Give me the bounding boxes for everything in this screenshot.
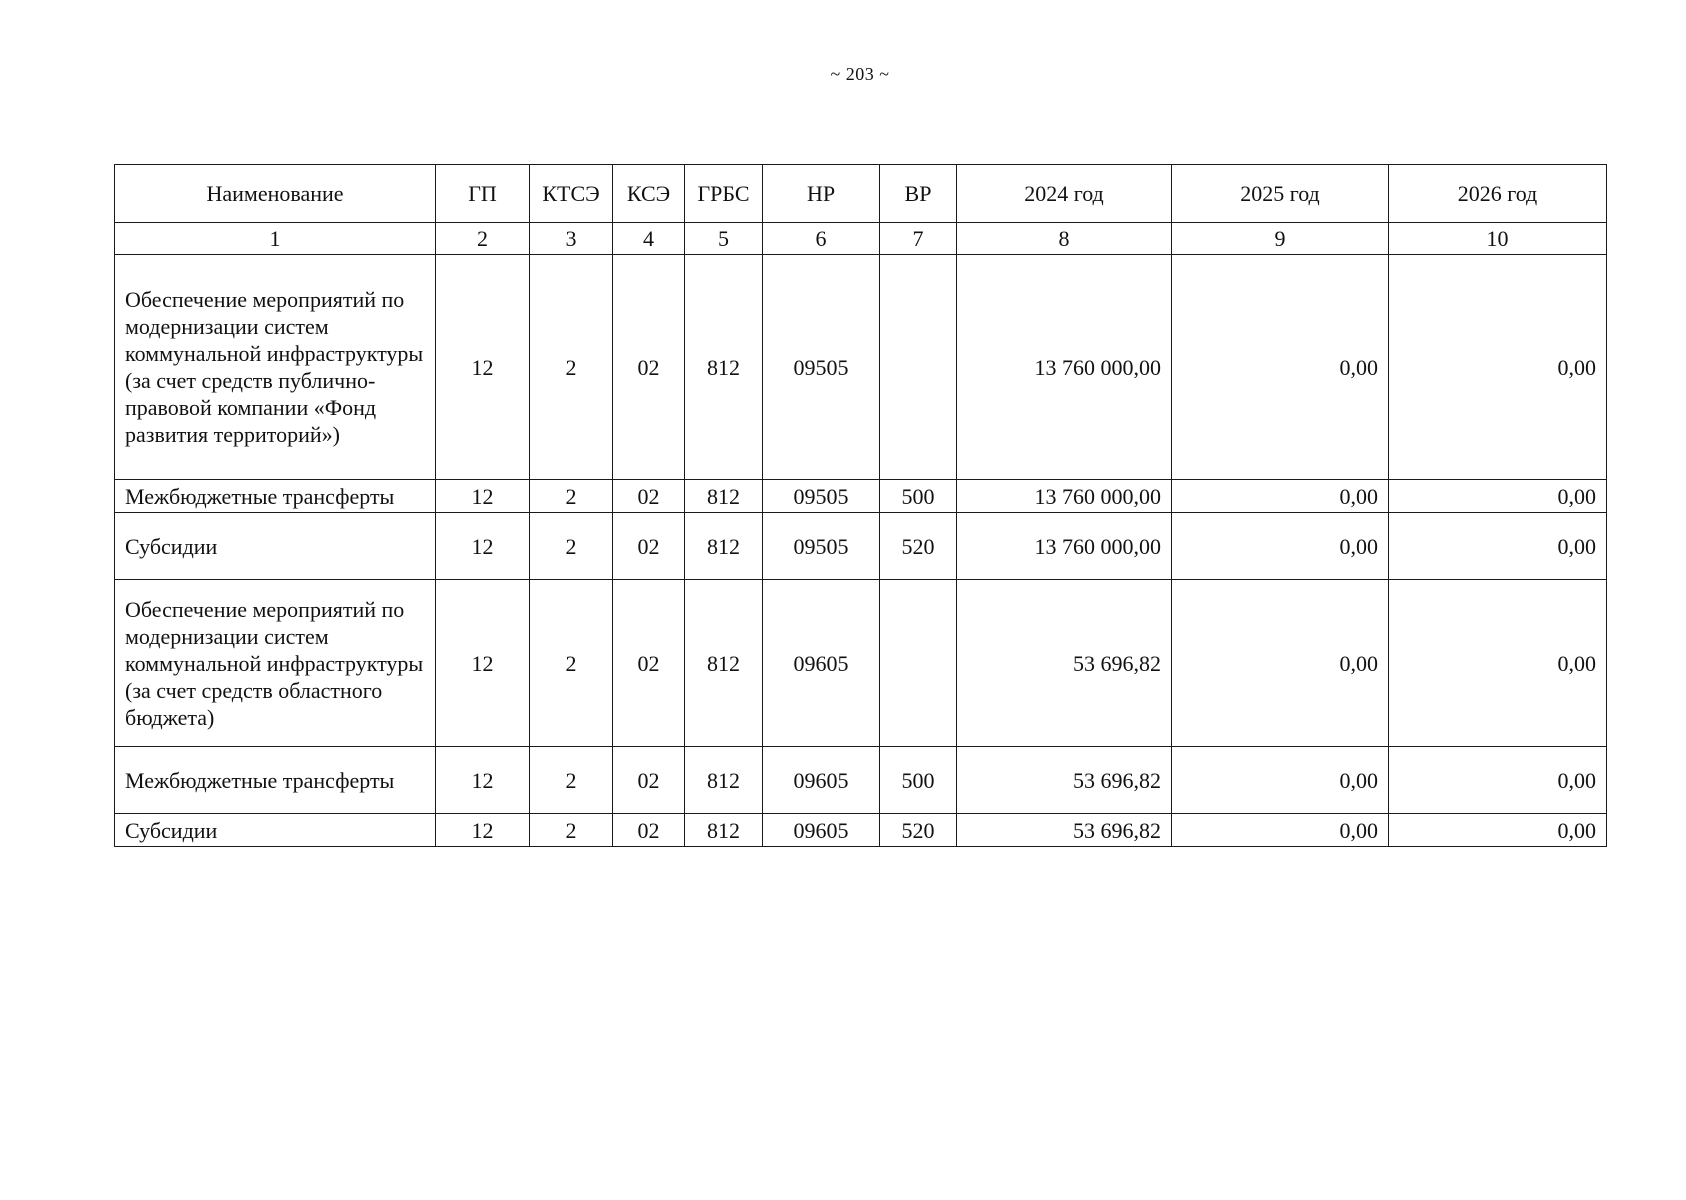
column-number: 9	[1172, 223, 1389, 255]
row-grbs: 812	[685, 255, 763, 480]
row-name: Межбюджетные трансферты	[115, 747, 436, 814]
column-number: 1	[115, 223, 436, 255]
row-ktse: 2	[530, 580, 613, 747]
column-number: 5	[685, 223, 763, 255]
row-kse: 02	[613, 255, 685, 480]
row-nr: 09505	[763, 513, 880, 580]
row-amount-2024: 53 696,82	[957, 747, 1172, 814]
column-number: 8	[957, 223, 1172, 255]
row-gp: 12	[436, 255, 530, 480]
column-number-row	[115, 223, 1607, 255]
row-amount-2025: 0,00	[1172, 814, 1389, 847]
header-vr: ВР	[880, 165, 957, 223]
row-name: Обеспечение мероприятий по модернизации систем коммунальной инфраструктуры (за счет средств областного бюджета)	[115, 580, 436, 747]
row-name: Субсидии	[115, 513, 436, 580]
row-amount-2025: 0,00	[1172, 580, 1389, 747]
row-vr: 500	[880, 747, 957, 814]
row-vr	[880, 255, 957, 480]
header-grbs: ГРБС	[685, 165, 763, 223]
row-grbs: 812	[685, 513, 763, 580]
row-kse: 02	[613, 747, 685, 814]
row-name: Межбюджетные трансферты	[115, 480, 436, 513]
row-gp: 12	[436, 747, 530, 814]
table-row	[115, 580, 1607, 747]
row-amount-2026: 0,00	[1389, 255, 1607, 480]
header-2024: 2024 год	[957, 165, 1172, 223]
header-gp: ГП	[436, 165, 530, 223]
row-amount-2024: 53 696,82	[957, 814, 1172, 847]
row-kse: 02	[613, 480, 685, 513]
header-name: Наименование	[115, 165, 436, 223]
row-amount-2026: 0,00	[1389, 747, 1607, 814]
row-gp: 12	[436, 580, 530, 747]
row-amount-2025: 0,00	[1172, 480, 1389, 513]
row-amount-2024: 13 760 000,00	[957, 480, 1172, 513]
column-number: 10	[1389, 223, 1607, 255]
row-nr: 09605	[763, 814, 880, 847]
row-gp: 12	[436, 513, 530, 580]
row-name: Субсидии	[115, 814, 436, 847]
column-number: 7	[880, 223, 957, 255]
row-vr: 520	[880, 814, 957, 847]
row-amount-2026: 0,00	[1389, 513, 1607, 580]
row-grbs: 812	[685, 814, 763, 847]
row-vr: 500	[880, 480, 957, 513]
row-grbs: 812	[685, 480, 763, 513]
table-row	[115, 747, 1607, 814]
header-ktse: КТСЭ	[530, 165, 613, 223]
row-vr	[880, 580, 957, 747]
header-2025: 2025 год	[1172, 165, 1389, 223]
row-gp: 12	[436, 814, 530, 847]
row-amount-2025: 0,00	[1172, 513, 1389, 580]
row-gp: 12	[436, 480, 530, 513]
row-nr: 09505	[763, 480, 880, 513]
row-kse: 02	[613, 814, 685, 847]
header-nr: НР	[763, 165, 880, 223]
row-amount-2024: 13 760 000,00	[957, 513, 1172, 580]
row-ktse: 2	[530, 480, 613, 513]
row-amount-2024: 13 760 000,00	[957, 255, 1172, 480]
row-kse: 02	[613, 580, 685, 747]
table-row	[115, 814, 1607, 847]
header-2026: 2026 год	[1389, 165, 1607, 223]
row-amount-2026: 0,00	[1389, 480, 1607, 513]
row-amount-2026: 0,00	[1389, 580, 1607, 747]
row-amount-2024: 53 696,82	[957, 580, 1172, 747]
budget-table	[114, 164, 1607, 847]
column-number: 4	[613, 223, 685, 255]
page-number: ~ 203 ~	[830, 64, 890, 84]
row-amount-2026: 0,00	[1389, 814, 1607, 847]
column-number: 3	[530, 223, 613, 255]
row-ktse: 2	[530, 255, 613, 480]
row-ktse: 2	[530, 513, 613, 580]
row-name: Обеспечение мероприятий по модернизации систем коммунальной инфраструктуры (за счет средств публично-правовой компании «Фонд развития территорий»)	[115, 255, 436, 480]
row-ktse: 2	[530, 814, 613, 847]
row-nr: 09605	[763, 747, 880, 814]
header-kse: КСЭ	[613, 165, 685, 223]
row-grbs: 812	[685, 580, 763, 747]
row-vr: 520	[880, 513, 957, 580]
row-kse: 02	[613, 513, 685, 580]
row-grbs: 812	[685, 747, 763, 814]
row-amount-2025: 0,00	[1172, 747, 1389, 814]
table-row	[115, 255, 1607, 480]
column-number: 6	[763, 223, 880, 255]
table-row	[115, 513, 1607, 580]
row-amount-2025: 0,00	[1172, 255, 1389, 480]
header-row	[115, 165, 1607, 223]
column-number: 2	[436, 223, 530, 255]
row-ktse: 2	[530, 747, 613, 814]
row-nr: 09605	[763, 580, 880, 747]
row-nr: 09505	[763, 255, 880, 480]
table-row	[115, 480, 1607, 513]
